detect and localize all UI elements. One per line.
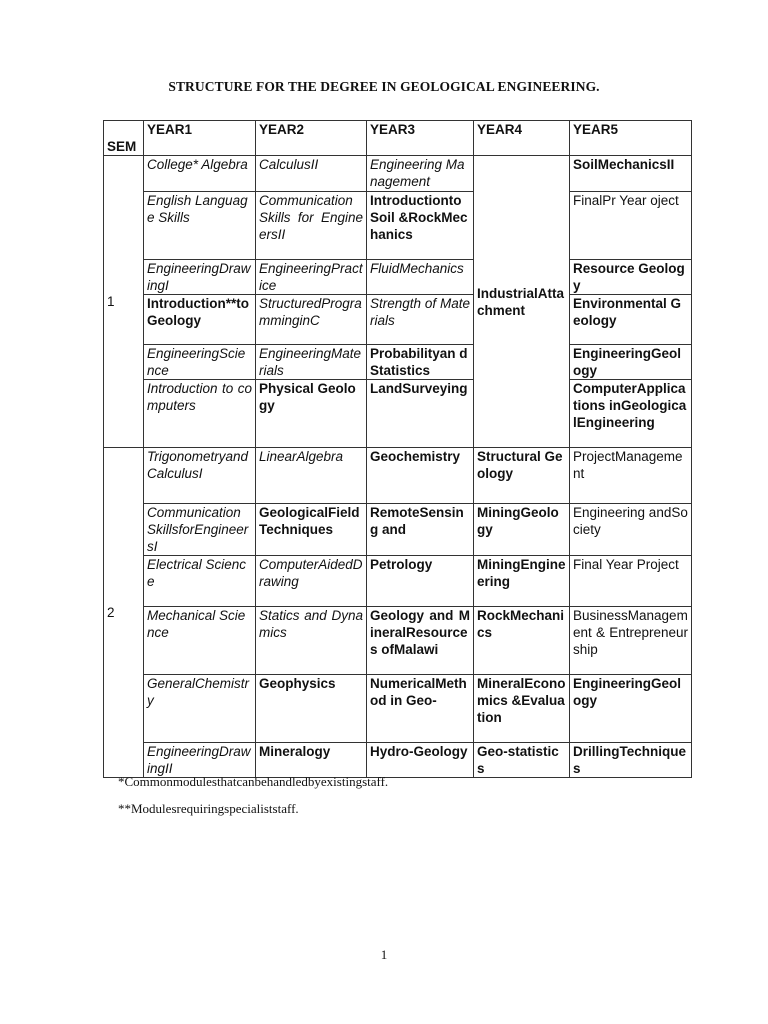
table-cell: English Language Skills (144, 192, 256, 260)
table-cell: GeologicalFieldTechniques (256, 504, 367, 556)
table-row (104, 556, 692, 607)
table-cell: Structural Geology (474, 448, 570, 504)
table-cell: Physical Geology (256, 380, 367, 448)
table-cell: Communication Skills for EngineersII (256, 192, 367, 260)
table-row (104, 380, 692, 448)
header-year5: YEAR5 (570, 121, 692, 156)
table-cell: CalculusII (256, 156, 367, 192)
table-cell: RemoteSensing and (367, 504, 474, 556)
table-cell: Engineering andSociety (570, 504, 692, 556)
table-cell: Environmental Geology (570, 295, 692, 345)
table-cell: Geology and MineralResources ofMalawi (367, 607, 474, 675)
table-cell: FinalPr Year oject (570, 192, 692, 260)
table-cell: Geo-statistics (474, 743, 570, 778)
table-cell: Resource Geology (570, 260, 692, 295)
table-cell: Introduction to computers (144, 380, 256, 448)
table-cell: FluidMechanics (367, 260, 474, 295)
table-row (104, 504, 692, 556)
table-row (104, 260, 692, 295)
table-cell: Mineralogy (256, 743, 367, 778)
table-cell: Probabilityan dStatistics (367, 345, 474, 380)
table-cell: RockMechanics (474, 607, 570, 675)
table-cell: Engineering Management (367, 156, 474, 192)
table-cell: Geophysics (256, 675, 367, 743)
table-cell: MiningEngineering (474, 556, 570, 607)
table-cell: Statics and Dynamics (256, 607, 367, 675)
table-row (104, 192, 692, 260)
table-cell: NumericalMethod in Geo- (367, 675, 474, 743)
footnote-specialist-modules: **Modulesrequiringspecialiststaff. (118, 801, 299, 816)
header-year4: YEAR4 (474, 121, 570, 156)
table-cell: Petrology (367, 556, 474, 607)
semester-label: 1 (104, 156, 144, 448)
table-cell: EngineeringDrawingI (144, 260, 256, 295)
table-cell: Strength of Materials (367, 295, 474, 345)
table-cell: Introduction**toGeology (144, 295, 256, 345)
table-row (104, 675, 692, 743)
table-cell: EngineeringGeology (570, 345, 692, 380)
header-row (104, 121, 692, 156)
table-row (104, 448, 692, 504)
table-cell: LandSurveying (367, 380, 474, 448)
table-row (104, 743, 692, 778)
table-cell: GeneralChemistry (144, 675, 256, 743)
table-row (104, 607, 692, 675)
table-cell: Introductionto Soil &RockMechanics (367, 192, 474, 260)
page-number: 1 (380, 947, 388, 962)
table-cell: Final Year Project (570, 556, 692, 607)
table-cell: College* Algebra (144, 156, 256, 192)
table-cell: TrigonometryandCalculusI (144, 448, 256, 504)
table-cell: LinearAlgebra (256, 448, 367, 504)
table-cell: MiningGeology (474, 504, 570, 556)
table-cell: MineralEconomics &Evaluation (474, 675, 570, 743)
header-year2: YEAR2 (256, 121, 367, 156)
table-cell: Electrical Science (144, 556, 256, 607)
document-title: STRUCTURE FOR THE DEGREE IN GEOLOGICAL ENGINEERING. (168, 79, 600, 94)
table-cell: EngineeringGeology (570, 675, 692, 743)
curriculum-table (103, 120, 692, 778)
table-cell: Communication SkillsforEngineersI (144, 504, 256, 556)
table-cell: ComputerApplications inGeologicalEngineering (570, 380, 692, 448)
table-cell: SoilMechanicsII (570, 156, 692, 192)
footnote-common-modules: *Commonmodulesthatcanbehandledbyexistingstaff. (118, 774, 389, 789)
table-cell: ProjectManagement (570, 448, 692, 504)
table-cell: DrillingTechniques (570, 743, 692, 778)
header-sem: SEM (104, 121, 144, 156)
header-year3: YEAR3 (367, 121, 474, 156)
table-cell: EngineeringDrawingII (144, 743, 256, 778)
table-cell: ComputerAidedDrawing (256, 556, 367, 607)
semester-label: 2 (104, 448, 144, 778)
table-cell: Hydro-Geology (367, 743, 474, 778)
table-row (104, 345, 692, 380)
table-row (104, 295, 692, 345)
table-cell: Geochemistry (367, 448, 474, 504)
industrial-attachment-cell: IndustrialAttachment (474, 156, 570, 448)
header-year1: YEAR1 (144, 121, 256, 156)
table-cell: EngineeringPractice (256, 260, 367, 295)
table-cell: StructuredProgramminginC (256, 295, 367, 345)
table-cell: EngineeringScience (144, 345, 256, 380)
table-cell: EngineeringMaterials (256, 345, 367, 380)
table-cell: Mechanical Science (144, 607, 256, 675)
table-row (104, 156, 692, 192)
table-cell: BusinessManagement & Entrepreneurship (570, 607, 692, 675)
